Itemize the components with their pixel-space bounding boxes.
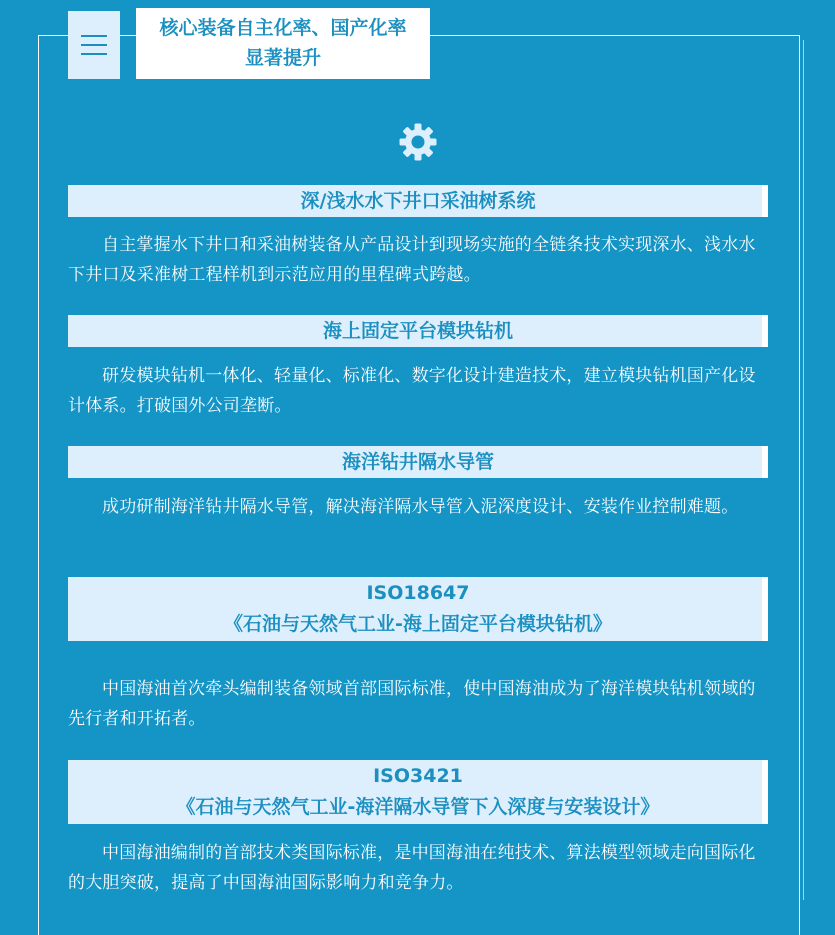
section-title-iso18647 <box>68 577 768 641</box>
section-title-iso3421-code: ISO3421 <box>373 765 463 787</box>
section-text-module-rig: 研发模块钻机一体化、轻量化、标准化、数字化设计建造技术，建立模块钻机国产化设计体系。打破国外公司垄断。 <box>68 366 756 416</box>
frame-edge <box>803 40 804 900</box>
section-text-iso18647: 中国海油首次牵头编制装备领域首部国际标准，使中国海油成为了海洋模块钻机领域的先行者和开拓者。 <box>68 679 756 729</box>
section-title-subsea-tree: 深/浅水水下井口采油树系统 <box>68 185 768 217</box>
section-title-iso3421-name: 《石油与天然气工业-海洋隔水导管下入深度与安装设计》 <box>176 796 660 818</box>
section-text-riser: 成功研制海洋钻井隔水导管，解决海洋隔水导管入泥深度设计、安装作业控制难题。 <box>102 497 739 517</box>
menu-icon <box>81 35 107 55</box>
section-text-iso3421: 中国海油编制的首部技术类国际标准，是中国海油在纯技术、算法模型领域走向国际化的大胆突破，提高了中国海油国际影响力和竞争力。 <box>68 843 756 893</box>
section-text-subsea-tree: 自主掌握水下井口和采油树装备从产品设计到现场实施的全链条技术实现深水、浅水水下井口及采准树工程样机到示范应用的里程碑式跨越。 <box>68 235 756 285</box>
section-title-iso3421 <box>68 760 768 824</box>
gear-icon <box>398 122 438 162</box>
section-title-iso18647-name: 《石油与天然气工业-海上固定平台模块钻机》 <box>224 613 612 635</box>
section-title-riser: 海洋钻井隔水导管 <box>68 446 768 478</box>
page-title <box>136 8 430 79</box>
page-title-line1: 核心装备自主化率、国产化率 <box>159 17 407 39</box>
menu-button[interactable] <box>68 11 120 79</box>
section-title-module-rig: 海上固定平台模块钻机 <box>68 315 768 347</box>
page-title-line2: 显著提升 <box>244 47 321 69</box>
section-title-iso18647-code: ISO18647 <box>366 582 470 604</box>
